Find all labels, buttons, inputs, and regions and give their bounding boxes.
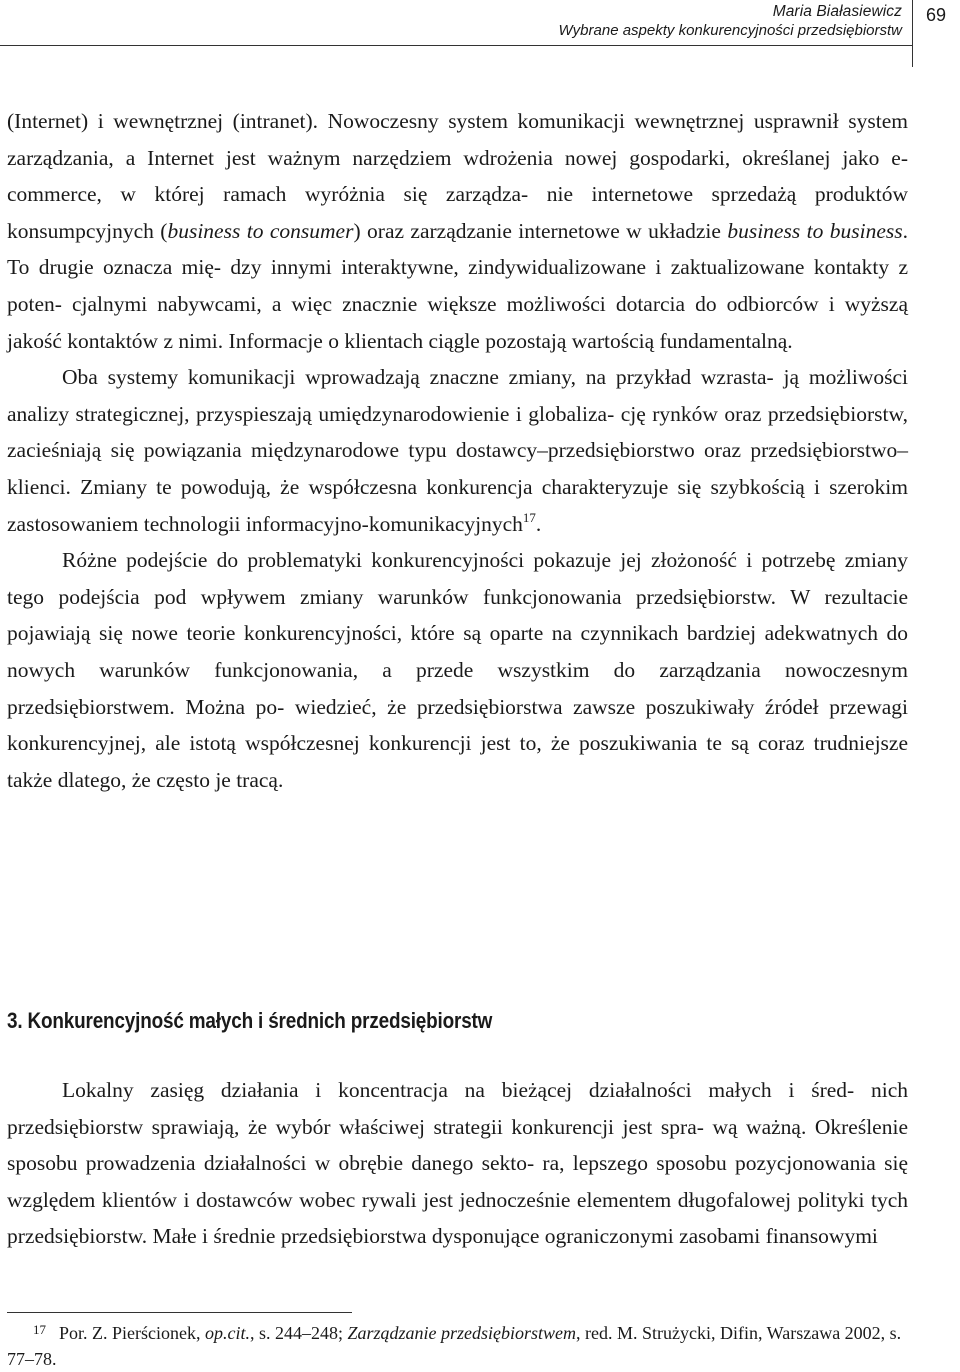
text-run: , red. M. Strużycki, Difin, Warszawa 2002, s. 77–78. [7,1323,902,1369]
body-text-top [7,103,908,798]
paragraph [7,1072,908,1255]
text-run: , s. 244–248; [250,1323,348,1343]
italic-text: business to business [727,218,903,243]
footnote [7,1317,908,1372]
text-run: (Internet) i wewnętrznej (intranet). Nowoczesny system komunikacji wewnętrznej usprawnił system zarządzania, a Internet jest ważnym narzędziem wdrożenia nowej gospodarki, określanej jako e-commerce, w której ramach wyróżnia się zarządza- nie internetowe sprzedażą produktów konsumpcyjnych ( [7,109,908,243]
section-heading: 3. Konkurencyjność małych i średnich przedsiębiorstw [7,1008,493,1033]
footnote-rule [7,1312,352,1313]
italic-text: business to consumer [167,218,354,243]
body-text-bottom [7,1072,908,1255]
footnote-text [7,1323,901,1369]
footnote-number: 17 [33,1322,46,1337]
text-run: Różne podejście do problematyki konkurencyjności pokazuje jej złożoność i potrzebę zmiany tego podejścia pod wpływem zmiany warunków funkcjonowania przedsiębiorstw. W rezultacie pojawiają się nowe teorie konkurencyjności, które są oparte na czynnikach bardziej adekwatnych do nowych warunków funkcjonowania, a przede wszystkim do zarządzania nowoczesnym przedsiębiorstwem. Można po- wiedzieć, że przedsiębiorstwa zawsze poszukiwały źródeł przewagi konkurencyjnej, ale istotą współczesnej konkurencji jest to, że poszukiwania te są coraz trudniejsze także dlatego, że często je tracą. [7,548,908,792]
italic-text: Zarządzanie przedsiębiorstwem [347,1323,577,1343]
running-header [0,0,960,66]
text-run: . To drugie oznacza mię- dzy innymi interaktywne, zindywidualizowane i zaktualizowane kontakty z poten- cjalnymi nabywcami, a więc znacznie większe możliwości dotarcia do odbiorców i wyższą jakość kontaktów z nimi. Informacje o klientach ciągle pozostają wartością fundamentalną. [7,218,908,353]
paragraph [7,359,908,542]
text-run: Lokalny zasięg działania i koncentracja na bieżącej działalności małych i śred- nich przedsiębiorstw sprawiają, że wybór właściwej strategii konkurencji jest spra- wą ważną. Określenie sposobu prowadzenia działalności w obrębie danego sekto- ra, lepszego sposobu pozycjonowania się względem klientów i dostawców wobec rywali jest jednocześnie elementem długofalowej polityki tych przedsiębiorstw. Małe i średnie przedsiębiorstwa dysponujące ograniczonymi zasobami finansowymi [7,1078,908,1249]
text-run: . [535,511,542,536]
text-run: Por. Z. Pierścionek, [59,1323,205,1343]
footnote-reference: 17 [522,509,536,525]
page-number: 69 [926,5,947,25]
text-run: ) oraz zarządzanie internetowe w układzie [353,218,728,243]
paragraph [7,542,908,798]
header-rule [0,45,912,46]
text-run: Oba systemy komunikacji wprowadzają znaczne zmiany, na przykład wzrasta- ją możliwości analizy strategicznej, przyspieszają umiędzynarodowienie i globaliza- cję rynków oraz przedsiębiorstw, zacieśniają się powiązania międzynarodowe typu dostawcy–przedsiębiorstwo oraz przedsiębiorstwo–klienci. Zmiany te powodują, że współczesna konkurencja charakteryzuje się szybkością i szerokim zastosowaniem technologii informacyjno-komunikacyjnych [7,365,908,536]
header-author: Maria Białasiewicz [772,3,902,20]
paragraph [7,103,908,359]
header-divider [912,0,913,67]
header-title: Wybrane aspekty konkurencyjności przedsiębiorstw [558,22,902,39]
italic-text: op.cit. [205,1323,250,1343]
